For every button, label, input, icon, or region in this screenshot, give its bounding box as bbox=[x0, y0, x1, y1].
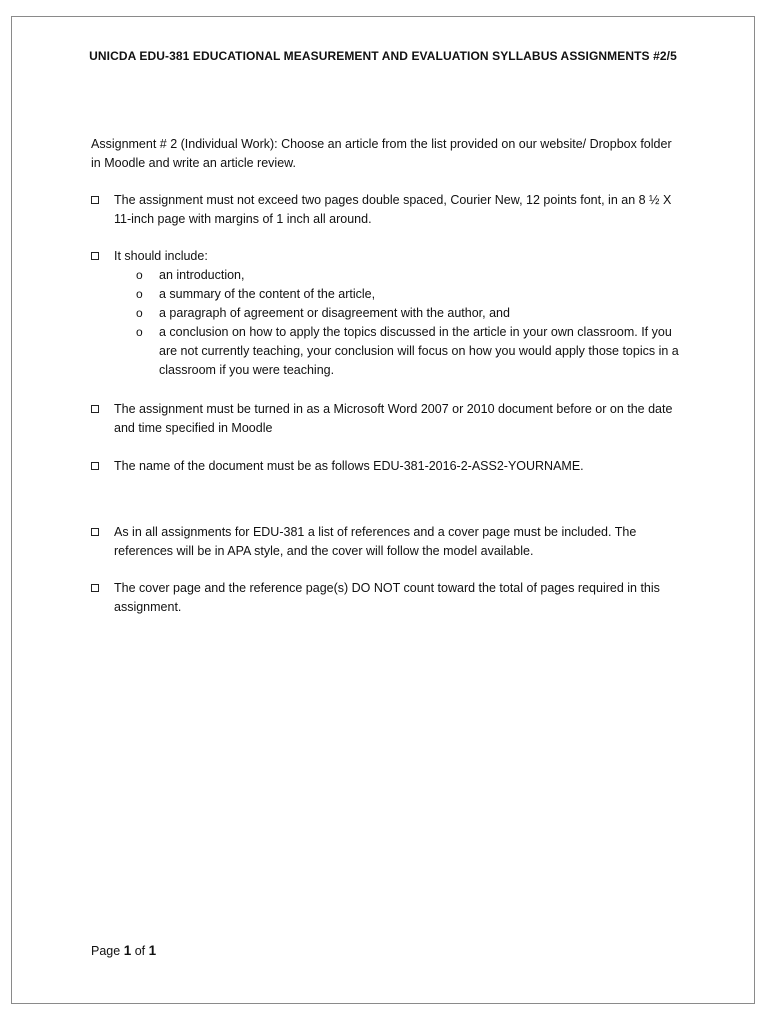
sublist-item bbox=[91, 323, 691, 380]
sub-bullet-icon: o bbox=[136, 325, 143, 339]
checklist-item-text: The assignment must be turned in as a Microsoft Word 2007 or 2010 document before or on the date and time specified in Moodle bbox=[114, 402, 673, 435]
sublist-item bbox=[91, 304, 691, 323]
checklist-item-format bbox=[91, 400, 691, 438]
sub-bullet-icon: o bbox=[136, 287, 143, 301]
document-title: UNICDA EDU-381 EDUCATIONAL MEASUREMENT AND EVALUATION SYLLABUS ASSIGNMENTS #2/5 bbox=[89, 49, 677, 63]
checklist-item-text: The cover page and the reference page(s) DO NOT count toward the total of pages required in this assignment. bbox=[114, 581, 660, 614]
checklist-item-references bbox=[91, 523, 691, 561]
checkbox-icon bbox=[91, 196, 99, 204]
sub-bullet-icon: o bbox=[136, 268, 143, 282]
current-page-number: 1 bbox=[123, 943, 132, 958]
sublist-item-text: a summary of the content of the article, bbox=[159, 287, 376, 301]
checklist-item-cover-note bbox=[91, 579, 691, 617]
checklist-item-include bbox=[91, 247, 691, 380]
total-page-number: 1 bbox=[148, 943, 157, 958]
sublist-item bbox=[91, 285, 691, 304]
page-word: Page bbox=[91, 944, 121, 958]
checkbox-icon bbox=[91, 252, 99, 260]
checkbox-icon bbox=[91, 528, 99, 536]
page-footer bbox=[91, 943, 156, 958]
sub-bullet-icon: o bbox=[136, 306, 143, 320]
checklist-item-page-limit bbox=[91, 191, 691, 229]
checklist-item-text: The name of the document must be as follows EDU-381-2016-2-ASS2-YOURNAME. bbox=[114, 459, 584, 473]
checklist-item-text: As in all assignments for EDU-381 a list of references and a cover page must be included. The references will be in APA style, and the cover will follow the model available. bbox=[114, 525, 637, 558]
assignment-intro: Assignment # 2 (Individual Work): Choose an article from the list provided on our website/ Dropbox folder in Moodle and write an article review. bbox=[91, 137, 672, 170]
checklist-item-text: The assignment must not exceed two pages double spaced, Courier New, 12 points font, in an 8 ½ X 11-inch page with margins of 1 inch all around. bbox=[114, 193, 672, 226]
sublist-item-text: an introduction, bbox=[159, 268, 245, 282]
checkbox-icon bbox=[91, 405, 99, 413]
document-page bbox=[11, 16, 755, 1004]
checklist-item-text: It should include: bbox=[114, 249, 208, 263]
checkbox-icon bbox=[91, 462, 99, 470]
checklist-item-filename bbox=[91, 457, 691, 476]
sublist-item-text: a paragraph of agreement or disagreement with the author, and bbox=[159, 306, 510, 320]
sublist-item-text: a conclusion on how to apply the topics discussed in the article in your own classroom. If you are not currently teaching, your conclusion will focus on how you would apply those topics in a classroom if you were teaching. bbox=[159, 325, 679, 377]
of-word: of bbox=[134, 944, 146, 958]
checkbox-icon bbox=[91, 584, 99, 592]
sublist-item bbox=[91, 266, 691, 285]
include-sublist bbox=[91, 266, 691, 380]
